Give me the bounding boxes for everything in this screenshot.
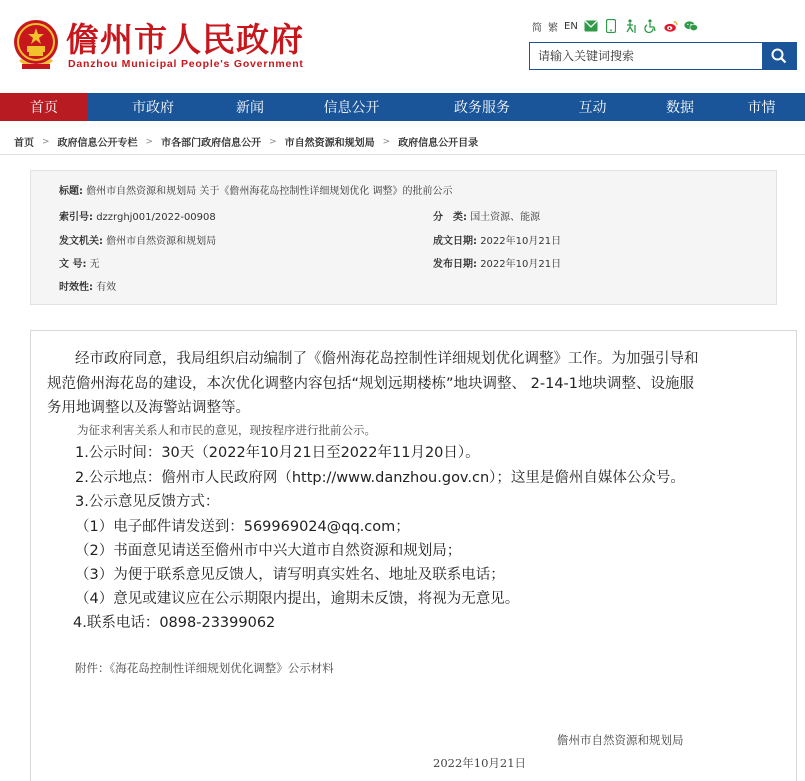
simplified-chinese-link[interactable]: 简 <box>532 22 542 34</box>
info-index-label: 索引号: <box>59 212 93 223</box>
info-issuer-label: 发文机关: <box>59 236 103 247</box>
breadcrumb-bureau[interactable]: 市自然资源和规划局 <box>284 138 375 149</box>
info-issuer <box>59 232 216 247</box>
paragraph-line: 务用地调整以及海警站调整等。 <box>47 400 250 416</box>
weibo-icon[interactable] <box>664 19 678 33</box>
notice-item-phone: 4.联系电话：0898-23399062 <box>73 615 276 631</box>
info-category <box>433 208 540 223</box>
site-header <box>0 0 805 92</box>
info-published-date <box>433 255 561 270</box>
mail-icon[interactable] <box>584 19 598 33</box>
wechat-icon[interactable] <box>684 19 698 33</box>
info-published-value: 2022年10月21日 <box>480 259 562 270</box>
notice-item-feedback: 3.公示意见反馈方式： <box>75 494 220 510</box>
main-nav <box>0 93 805 121</box>
paragraph-line: 经市政府同意，我局组织启动编制了《儋州海花岛控制性详细规划优化调整》工作。为加强引导和 <box>75 351 699 367</box>
paragraph-line: 规范儋州海花岛的建设，本次优化调整内容包括“规划远期楼栋”地块调整、 2-14-1地块调整、设施服 <box>47 376 694 392</box>
info-index <box>59 208 216 223</box>
document-info-panel <box>30 170 777 305</box>
info-validity <box>59 278 116 293</box>
search-icon <box>771 48 787 64</box>
nav-item-interaction[interactable]: 互动 <box>578 100 607 116</box>
info-index-value: dzzrghj001/2022-00908 <box>96 212 216 223</box>
chevron-right-icon: > <box>269 136 277 147</box>
signature-date: 2022年10月21日 <box>433 756 527 770</box>
info-created-label: 成文日期: <box>433 236 477 247</box>
breadcrumb-departments[interactable]: 市各部门政府信息公开 <box>161 138 262 149</box>
site-title[interactable]: 儋州市人民政府 <box>66 20 304 59</box>
feedback-written: （2）书面意见请送至儋州市中兴大道市自然资源和规划局； <box>75 543 462 559</box>
feedback-email: （1）电子邮件请发送到：569969024@qq.com； <box>75 519 410 535</box>
info-issuer-value: 儋州市自然资源和规划局 <box>106 236 217 247</box>
info-validity-label: 时效性: <box>59 282 93 293</box>
notice-item-time: 1.公示时间：30天（2022年10月21日至2022年11月20日）。 <box>75 445 480 461</box>
info-created-value: 2022年10月21日 <box>480 236 562 247</box>
elder-mode-icon[interactable] <box>624 19 638 33</box>
nav-item-info-disclosure[interactable]: 信息公开 <box>323 100 380 116</box>
info-title-label: 标题: <box>59 186 83 197</box>
info-created-date <box>433 232 561 247</box>
attachment-line[interactable]: 附件：《海花岛控制性详细规划优化调整》公示材料 <box>75 661 334 675</box>
chevron-right-icon: > <box>145 136 154 147</box>
nav-item-news[interactable]: 新闻 <box>236 100 264 116</box>
breadcrumb-info-column[interactable]: 政府信息公开专栏 <box>57 138 138 149</box>
info-doc-number <box>59 255 100 270</box>
accessibility-icon[interactable] <box>644 19 658 33</box>
info-docno-label: 文 号: <box>59 259 87 270</box>
breadcrumb-catalog[interactable]: 政府信息公开目录 <box>398 138 479 149</box>
divider <box>0 154 805 155</box>
national-emblem-icon[interactable] <box>12 16 60 72</box>
signature: 儋州市自然资源和规划局 <box>557 733 684 747</box>
search-input[interactable] <box>530 43 762 69</box>
search-box <box>529 42 797 70</box>
traditional-chinese-link[interactable]: 繁 <box>548 22 558 34</box>
info-title-value: 儋州市自然资源和规划局 关于《儋州海花岛控制性详细规划优化 调整》的批前公示 <box>86 186 453 197</box>
english-link[interactable]: EN <box>564 20 578 32</box>
nav-item-data[interactable]: 数据 <box>666 100 694 116</box>
info-validity-value: 有效 <box>96 282 117 293</box>
info-category-value: 国土资源、能源 <box>470 212 541 223</box>
search-button[interactable] <box>762 43 796 69</box>
chevron-right-icon: > <box>382 136 391 147</box>
nav-item-home[interactable]: 首页 <box>0 93 88 121</box>
feedback-deadline: （4）意见或建议应在公示期限内提出，逾期未反馈，将视为无意见。 <box>75 591 520 607</box>
feedback-contact: （3）为便于联系意见反馈人，请写明真实姓名、地址及联系电话； <box>75 567 505 583</box>
handwritten-line: 为征求利害关系人和市民的意见，现按程序进行批前公示。 <box>77 423 376 437</box>
info-published-label: 发布日期: <box>433 259 477 270</box>
article-body <box>30 330 797 781</box>
utility-bar <box>532 16 698 36</box>
mobile-icon[interactable] <box>604 19 618 33</box>
breadcrumb <box>14 134 478 149</box>
nav-item-services[interactable]: 政务服务 <box>454 100 510 116</box>
nav-item-government[interactable]: 市政府 <box>132 100 174 116</box>
chevron-right-icon: > <box>42 136 50 147</box>
breadcrumb-home[interactable]: 首页 <box>14 138 34 149</box>
nav-item-city-info[interactable]: 市情 <box>747 100 776 116</box>
info-category-label: 分 类: <box>433 212 467 223</box>
info-title <box>59 182 453 197</box>
site-subtitle: Danzhou Municipal People's Government <box>68 58 304 70</box>
notice-item-place: 2.公示地点：儋州市人民政府网（http://www.danzhou.gov.cn）；这里是儋州自媒体公众号。 <box>75 470 685 486</box>
info-docno-value: 无 <box>89 259 100 270</box>
